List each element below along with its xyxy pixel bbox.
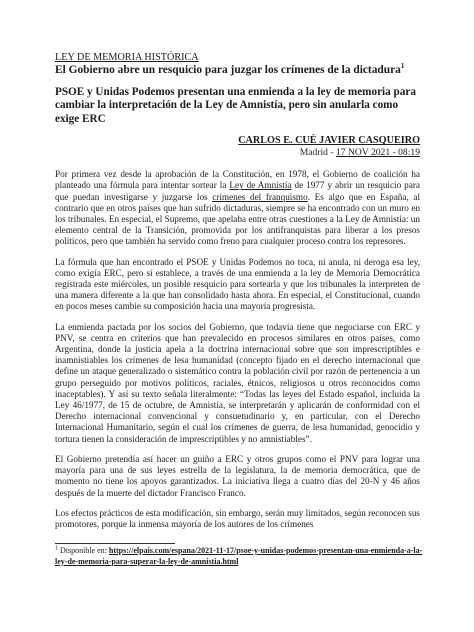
article	[55, 52, 420, 539]
author-names[interactable]: CARLOS E. CUÉ JAVIER CASQUEIRO	[238, 135, 420, 147]
francoism-crimes-link[interactable]: crímenes del franquismo	[212, 191, 308, 202]
byline	[55, 135, 420, 158]
paragraph-2: La fórmula que han encontrado el PSOE y Unidas Podemos no toca, ni anula, ni deroga esa ley, como exigía ERC, pero sí establece, a través de una enmienda a la ley de Memoria Democrática registrada este miércoles, un posible resquicio para sortearla y que los tribunales la interpreten de una manera diferente a la que han consolidado hasta ahora. En especial, el Constitucional, cuando en pocos meses cambie su composición hacia una mayoría progresista.	[55, 256, 420, 312]
footnote	[55, 546, 423, 567]
paragraph-1-text-a: Por primera vez desde la aprobación de la Constitución, en 1978, el Gobierno de coalición ha planteado una fórmula para intentar sortear la	[55, 169, 420, 191]
footnote-number: 1	[55, 545, 58, 552]
paragraph-1-text-b: de 1977 y abrir un resquicio para que puedan investigarse y juzgarse los	[55, 180, 420, 202]
footnote-url-link[interactable]: https://elpais.com/espana/2021-11-17/psoe-y-unidas-podemos-presentan-una-enmienda-a-la-ley-de-memoria-para-superar-la-ley-de-amnistia.html	[55, 546, 423, 566]
paragraph-3: La enmienda pactada por los socios del Gobierno, que todavía tiene que negociarse con ERC y PNV, se centra en criterios que han prevalecido en procesos similares en otros países, como Argentina, donde la justicia apela a la doctrina internacional sobre que son imprescriptibles e inamnistiables los crímenes de lesa humanidad (concepto fijado en el derecho internacional que define un ataque generalizado o sistemático contra la población civil por razón de pertenencia a un grupo perseguido por motivos políticos, raciales, étnicos, religiosos u otros reconocidos como inaceptables). Y así su texto señala literalmente: “Todas las leyes del Estado español, incluida la Ley 46/1977, de 15 de octubre, de Amnistía, se interpretarán y aplicarán de conformidad con el Derecho internacional convencional y consuetudinario y, en particular, con el Derecho Internacional Humanitario, según el cual los crímenes de guerra, de lesa humanidad, genocidio y tortura tienen la consideración de imprescriptibles y no amnistiables”.	[55, 321, 420, 444]
headline	[55, 64, 420, 77]
section-label: LEY DE MEMORIA HISTÓRICA	[55, 52, 199, 63]
paragraph-1-text-c: . Es algo que en España, al contrario que en otros países que han sufrido dictaduras, siempre se ha encontrado con un muro en los tribunales. En especial, el Supremo, que apelaba entre otras cuestiones a la Ley de Amnistía: un elemento central de la Transición, promovida por los antifranquistas para liberar a los presos políticos, pero que también ha servido como freno para cualquier proceso contra los represores.	[55, 191, 421, 247]
paragraph-5: Los efectos prácticos de esta modificación, sin embargo, serán muy limitados, según reconocen sus promotores, porque la inmensa mayoría de los autores de los crímenes	[55, 507, 420, 529]
footnote-label: Disponible en:	[60, 546, 109, 555]
publication-date[interactable]: 17 NOV 2021 - 08:19	[335, 147, 420, 159]
amnesty-law-link[interactable]: Ley de Amnistía	[229, 180, 292, 191]
paragraph-4: El Gobierno pretendía así hacer un guiño a ERC y otros grupos como el PNV para lograr una mayoría para una de sus leyes estrella de la legislatura, la de memoria democrática, que de momento no tiene los apoyos garantizados. La iniciativa llega a cuatro días del 20-N y 46 años después de la muerte del dictador Francisco Franco.	[55, 453, 420, 498]
headline-text: El Gobierno abre un resquicio para juzgar los crímenes de la dictadura	[55, 64, 401, 76]
subheadline: PSOE y Unidas Podemos presentan una enmienda a la ley de memoria para cambiar la interpretación de la Ley de Amnistía, pero sin anularla como exige ERC	[55, 86, 416, 125]
paragraph-1	[55, 169, 420, 247]
dateline-place: Madrid -	[299, 147, 336, 159]
footnote-divider	[55, 543, 175, 544]
dateline	[55, 147, 420, 158]
footnote-reference[interactable]: 1	[400, 62, 405, 71]
